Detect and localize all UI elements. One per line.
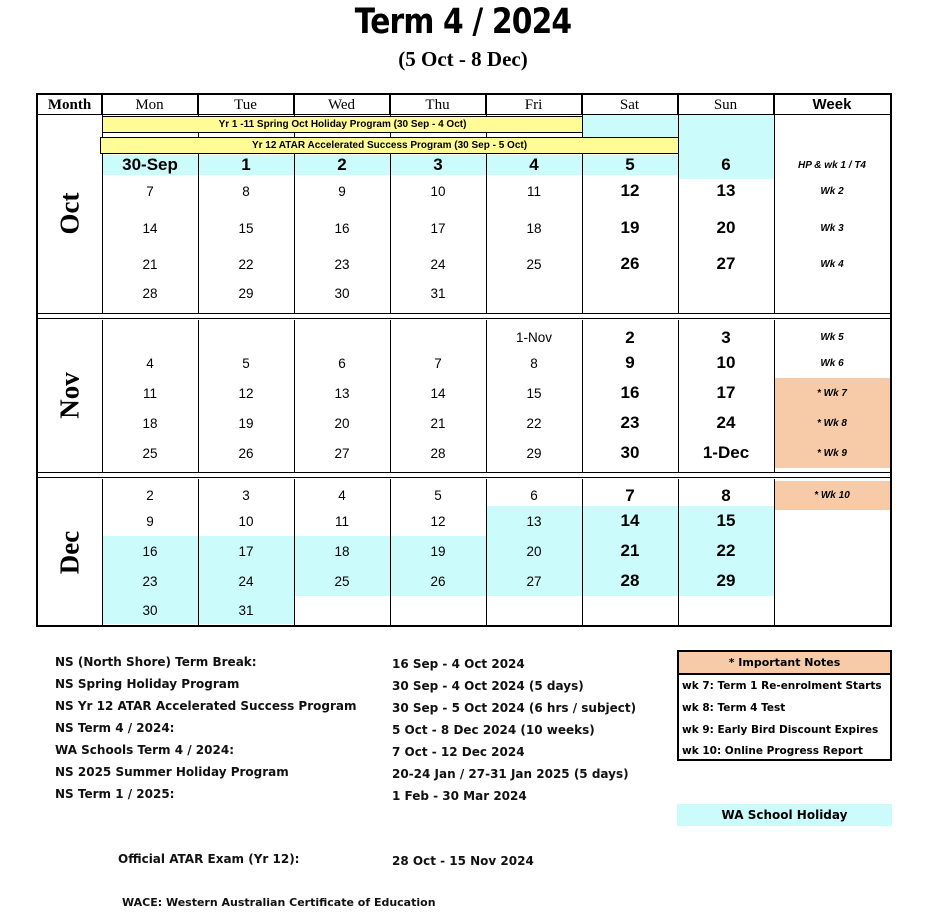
- week-label: Wk 4: [820, 258, 844, 270]
- day-cell: 24: [716, 413, 736, 432]
- week-label: HP & wk 1 / T4: [798, 159, 866, 171]
- day-cell: 19: [390, 536, 486, 566]
- month-label-oct: Oct: [54, 192, 85, 235]
- day-cell: 23: [102, 566, 198, 596]
- day-cell: 30-Sep: [102, 155, 198, 175]
- day-cell: 11: [334, 513, 349, 529]
- day-cell: 28: [142, 285, 158, 301]
- day-cell: 8: [721, 485, 731, 505]
- day-cell: 5: [242, 355, 250, 371]
- week-label: [774, 506, 890, 536]
- day-cell: 10: [716, 353, 736, 372]
- day-cell: 14: [582, 506, 678, 536]
- month-divider: [38, 477, 890, 478]
- day-cell: 12: [238, 385, 254, 401]
- column-line: [582, 479, 583, 627]
- week-label: [774, 566, 890, 596]
- day-cell: 1: [198, 155, 294, 175]
- day-cell: 6: [338, 355, 346, 371]
- day-cell: 11: [142, 385, 157, 401]
- week-label: Wk 5: [820, 332, 844, 343]
- day-cell: 19: [238, 415, 254, 431]
- info-label: WA Schools Term 4 / 2024:: [55, 743, 234, 757]
- day-cell: 17: [430, 220, 446, 236]
- day-cell: [486, 279, 582, 307]
- day-cell: [678, 596, 774, 624]
- header-tue: Tue: [198, 95, 294, 115]
- day-cell: 2: [294, 155, 390, 175]
- day-cell: 4: [338, 488, 346, 503]
- day-cell: 23: [334, 256, 350, 272]
- day-cell: 3: [390, 155, 486, 175]
- info-value: 16 Sep - 4 Oct 2024: [392, 657, 525, 671]
- day-cell: 5: [434, 488, 442, 503]
- day-cell: 23: [620, 413, 640, 432]
- calendar-table: [36, 93, 892, 627]
- week-label: Wk 6: [820, 357, 844, 369]
- day-cell: 13: [716, 181, 736, 200]
- info-label: NS 2025 Summer Holiday Program: [55, 765, 289, 779]
- important-notes-box: [677, 650, 892, 761]
- column-line: [774, 95, 775, 313]
- note-item: wk 7: Term 1 Re-enrolment Starts: [682, 680, 882, 692]
- day-cell: 29: [678, 566, 774, 596]
- day-cell: [582, 596, 678, 624]
- week-label: * Wk 8: [774, 408, 890, 438]
- month-label-dec: Dec: [54, 530, 85, 574]
- day-cell: 16: [102, 536, 198, 566]
- day-cell: 31: [198, 596, 294, 624]
- day-cell: 16: [620, 383, 640, 402]
- week-label: [774, 536, 890, 566]
- info-value: 30 Sep - 4 Oct 2024 (5 days): [392, 679, 584, 693]
- day-cell: [294, 596, 390, 624]
- banner-atar-program: Yr 12 ATAR Accelerated Success Program (30 Sep - 5 Oct): [100, 137, 679, 154]
- week-label: * Wk 10: [774, 481, 890, 510]
- header-thu: Thu: [390, 95, 486, 115]
- day-cell: 12: [430, 513, 446, 529]
- day-cell: 21: [142, 256, 158, 272]
- day-cell: 28: [582, 566, 678, 596]
- info-label: NS Spring Holiday Program: [55, 677, 240, 691]
- column-line: [486, 320, 487, 472]
- header-month: Month: [38, 95, 102, 115]
- day-cell: 20: [334, 415, 350, 431]
- note-item: wk 10: Online Progress Report: [682, 745, 863, 757]
- column-line: [294, 479, 295, 627]
- day-cell: 15: [678, 506, 774, 536]
- day-cell: 11: [526, 183, 541, 199]
- day-cell: 26: [390, 566, 486, 596]
- day-cell: 15: [238, 220, 254, 236]
- day-cell: 26: [238, 445, 254, 461]
- atar-exam-label: Official ATAR Exam (Yr 12):: [118, 852, 300, 866]
- month-divider: [38, 318, 890, 319]
- info-label: NS Term 4 / 2024:: [55, 721, 175, 735]
- page-title: Term 4 / 2024: [354, 2, 572, 42]
- day-cell: 24: [430, 256, 446, 272]
- info-label: NS Yr 12 ATAR Accelerated Success Program: [55, 699, 357, 713]
- info-value: 1 Feb - 30 Mar 2024: [392, 789, 527, 803]
- column-line: [390, 320, 391, 472]
- day-cell: 31: [430, 285, 446, 301]
- day-cell: 14: [142, 220, 158, 236]
- day-cell: 10: [238, 513, 254, 529]
- column-line: [774, 320, 775, 472]
- info-value: 7 Oct - 12 Dec 2024: [392, 745, 525, 759]
- day-cell: 8: [242, 183, 250, 199]
- day-cell: 8: [530, 355, 538, 371]
- column-line: [678, 320, 679, 472]
- column-line: [198, 320, 199, 472]
- header-fri: Fri: [486, 95, 582, 115]
- column-line: [294, 320, 295, 472]
- day-cell: 21: [430, 415, 446, 431]
- info-label: NS Term 1 / 2025:: [55, 787, 175, 801]
- day-cell: 19: [620, 218, 640, 237]
- column-line: [678, 95, 679, 313]
- day-cell: 22: [526, 415, 542, 431]
- day-cell: [678, 279, 774, 307]
- day-cell: 18: [526, 220, 542, 236]
- info-value: 30 Sep - 5 Oct 2024 (6 hrs / subject): [392, 701, 637, 715]
- note-item: wk 8: Term 4 Test: [682, 702, 786, 714]
- day-cell: 27: [334, 445, 350, 461]
- day-cell: 9: [625, 353, 635, 372]
- week-label: * Wk 9: [774, 438, 890, 468]
- day-cell: 28: [430, 445, 446, 461]
- day-cell: 22: [238, 256, 254, 272]
- day-cell: 25: [142, 445, 158, 461]
- header-week: Week: [774, 95, 890, 115]
- day-cell: 13: [334, 385, 350, 401]
- day-cell: 27: [486, 566, 582, 596]
- day-cell: 20: [486, 536, 582, 566]
- day-cell: 4: [486, 155, 582, 175]
- day-cell: 30: [620, 443, 640, 462]
- day-cell: 6: [678, 155, 774, 175]
- month-label-nov: Nov: [54, 371, 85, 419]
- day-cell: 29: [526, 445, 542, 461]
- atar-exam-value: 28 Oct - 15 Nov 2024: [392, 854, 534, 868]
- column-line: [198, 479, 199, 627]
- day-cell: 14: [430, 385, 446, 401]
- week-label: Wk 3: [820, 222, 844, 234]
- info-label: NS (North Shore) Term Break:: [55, 655, 257, 669]
- month-divider: [38, 472, 890, 473]
- day-cell: 21: [582, 536, 678, 566]
- day-cell: 1-Nov: [515, 330, 552, 345]
- wace-note: WACE: Western Australian Certificate of Education: [122, 896, 436, 909]
- day-cell: 9: [146, 513, 154, 529]
- banner-spring-program: Yr 1 -11 Spring Oct Holiday Program (30 Sep - 4 Oct): [102, 116, 583, 133]
- day-cell: [390, 596, 486, 624]
- week-label: [774, 596, 890, 624]
- day-cell: 15: [526, 385, 542, 401]
- day-cell: 30: [334, 285, 350, 301]
- day-cell: 1-Dec: [702, 443, 750, 462]
- header-sun: Sun: [678, 95, 774, 115]
- page-subtitle: (5 Oct - 8 Dec): [398, 47, 528, 71]
- day-cell: 24: [198, 566, 294, 596]
- day-cell: 7: [146, 183, 154, 199]
- column-line: [102, 320, 103, 472]
- day-cell: 4: [146, 355, 154, 371]
- day-cell: [486, 596, 582, 624]
- day-cell: 2: [625, 327, 635, 347]
- day-cell: 20: [716, 218, 736, 237]
- day-cell: 17: [198, 536, 294, 566]
- day-cell: 18: [294, 536, 390, 566]
- info-value: 20-24 Jan / 27-31 Jan 2025 (5 days): [392, 767, 629, 781]
- day-cell: 12: [620, 181, 640, 200]
- month-divider: [38, 313, 890, 314]
- note-item: wk 9: Early Bird Discount Expires: [682, 724, 879, 736]
- day-cell: 5: [582, 155, 678, 175]
- day-cell: 27: [716, 254, 736, 273]
- day-cell: 2: [146, 488, 154, 503]
- day-cell: 17: [716, 383, 736, 402]
- day-cell: 16: [334, 220, 350, 236]
- day-cell: 3: [721, 327, 731, 347]
- day-cell: 7: [434, 355, 442, 371]
- column-line: [102, 479, 103, 627]
- week-label: Wk 2: [820, 185, 844, 197]
- column-line: [582, 320, 583, 472]
- day-cell: 25: [526, 256, 542, 272]
- header-sat: Sat: [582, 95, 678, 115]
- day-cell: 25: [294, 566, 390, 596]
- day-cell: 6: [530, 488, 538, 503]
- day-cell: 7: [625, 485, 635, 505]
- day-cell: 3: [242, 488, 250, 503]
- day-cell: 30: [102, 596, 198, 624]
- day-cell: 18: [142, 415, 158, 431]
- week-label: [774, 279, 890, 307]
- column-line: [486, 479, 487, 627]
- legend-school-holiday: WA School Holiday: [677, 804, 892, 826]
- day-cell: 9: [338, 183, 346, 199]
- day-cell: 26: [620, 254, 640, 273]
- day-cell: 22: [678, 536, 774, 566]
- week-label: * Wk 7: [774, 378, 890, 408]
- day-cell: 29: [238, 285, 254, 301]
- header-wed: Wed: [294, 95, 390, 115]
- day-cell: 13: [486, 506, 582, 536]
- column-line: [678, 479, 679, 627]
- info-value: 5 Oct - 8 Dec 2024 (10 weeks): [392, 723, 595, 737]
- column-line: [774, 479, 775, 627]
- important-notes-title: * Important Notes: [679, 652, 890, 675]
- column-line: [390, 479, 391, 627]
- day-cell: [582, 279, 678, 307]
- day-cell: 10: [430, 183, 446, 199]
- header-mon: Mon: [102, 95, 198, 115]
